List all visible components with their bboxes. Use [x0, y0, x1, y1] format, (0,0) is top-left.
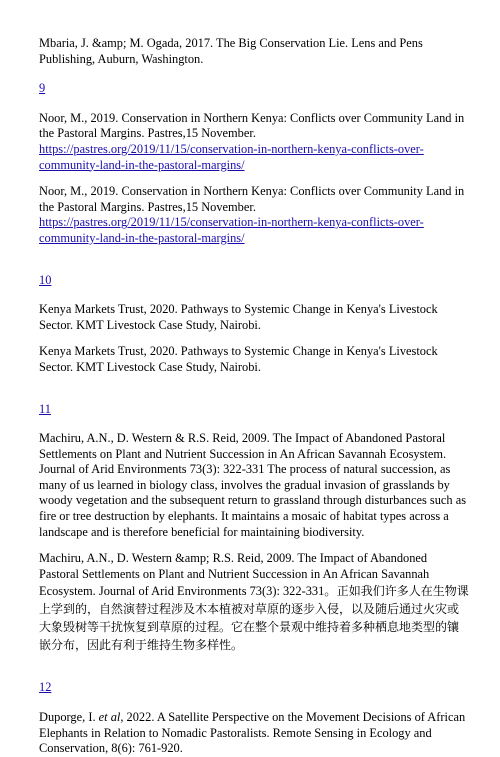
reference-entry: Mbaria, J. &amp; M. Ogada, 2017. The Big Conservation Lie. Lens and Pens Publishing, Auburn, Washington. [39, 36, 423, 66]
reference-entry [39, 111, 469, 173]
footnote-link-9[interactable]: 9 [39, 81, 46, 96]
reference-text: Machiru, A.N., D. Western &amp; R.S. Reid, 2009. The Impact of Abandoned Pastoral Settlements on Plant and Nutrient Succession in An African Savannah Ecosystem. Journal of Arid Environments 73(3): 322-331。 [39, 551, 430, 599]
reference-url-link[interactable]: https://pastres.org/2019/11/15/conservation-in-northern-kenya-conflicts-over-community-land-in-the-pastoral-margins/ [39, 215, 424, 245]
reference-url-link[interactable]: https://pastres.org/2019/11/15/conservation-in-northern-kenya-conflicts-over-community-land-in-the-pastoral-margins/ [39, 141, 424, 172]
reference-entry: Kenya Markets Trust, 2020. Pathways to Systemic Change in Kenya's Livestock Sector. KMT Livestock Case Study, Nairobi. [39, 302, 438, 332]
footnote-link-12[interactable]: 12 [39, 680, 52, 695]
footnote-link-10[interactable]: 10 [39, 272, 52, 287]
reference-text: Duporge, I. [39, 710, 99, 725]
reference-text: Noor, M., 2019. Conservation in Northern Kenya: Conflicts over Community Land in the Pastoral Margins. Pastres,15 November. [39, 110, 465, 141]
reference-entry: Machiru, A.N., D. Western & R.S. Reid, 2009. The Impact of Abandoned Pastoral Settlements on Plant and Nutrient Succession in An African Savannah Ecosystem. Journal of Arid Environments 73(3): 322-331 The process of natural succession, as many of us learned in biology class, involves the gradual invasion of grasslands by woody vegetation and the subsequent return to grassland through disturbances such as fire or tree destruction by elephants. It maintains a mosaic of habitat types across a landscape and is therefore beneficial for maintaining biodiversity. [39, 431, 467, 539]
reference-text: , 2022. A Satellite Perspective on the Movement Decisions of African Elephants in Relation to Nomadic Pastoralists. Remote Sensing in Ecology and Conservation, 8(6): 761-920. [39, 710, 466, 756]
reference-italic-text: et al [98, 710, 121, 725]
reference-page [39, 36, 469, 757]
reference-entry [39, 551, 469, 654]
reference-entry [39, 710, 469, 757]
footnote-link-11[interactable]: 11 [39, 401, 51, 416]
reference-entry: Kenya Markets Trust, 2020. Pathways to Systemic Change in Kenya's Livestock Sector. KMT Livestock Case Study, Nairobi. [39, 344, 438, 374]
reference-text: Noor, M., 2019. Conservation in Northern Kenya: Conflicts over Community Land in the Pastoral Margins. Pastres,15 November. [39, 184, 465, 214]
chinese-translation-text: 正如我们许多人在生物课上学到的，自然演替过程涉及木本植被对草原的逐步入侵，以及随后通过火灾或大象毁树等干扰恢复到草原的过程。它在整个景观中维持着多种栖息地类型的镶嵌分布，因此有利于维持生物多样性。 [39, 584, 469, 653]
reference-entry [39, 184, 469, 246]
